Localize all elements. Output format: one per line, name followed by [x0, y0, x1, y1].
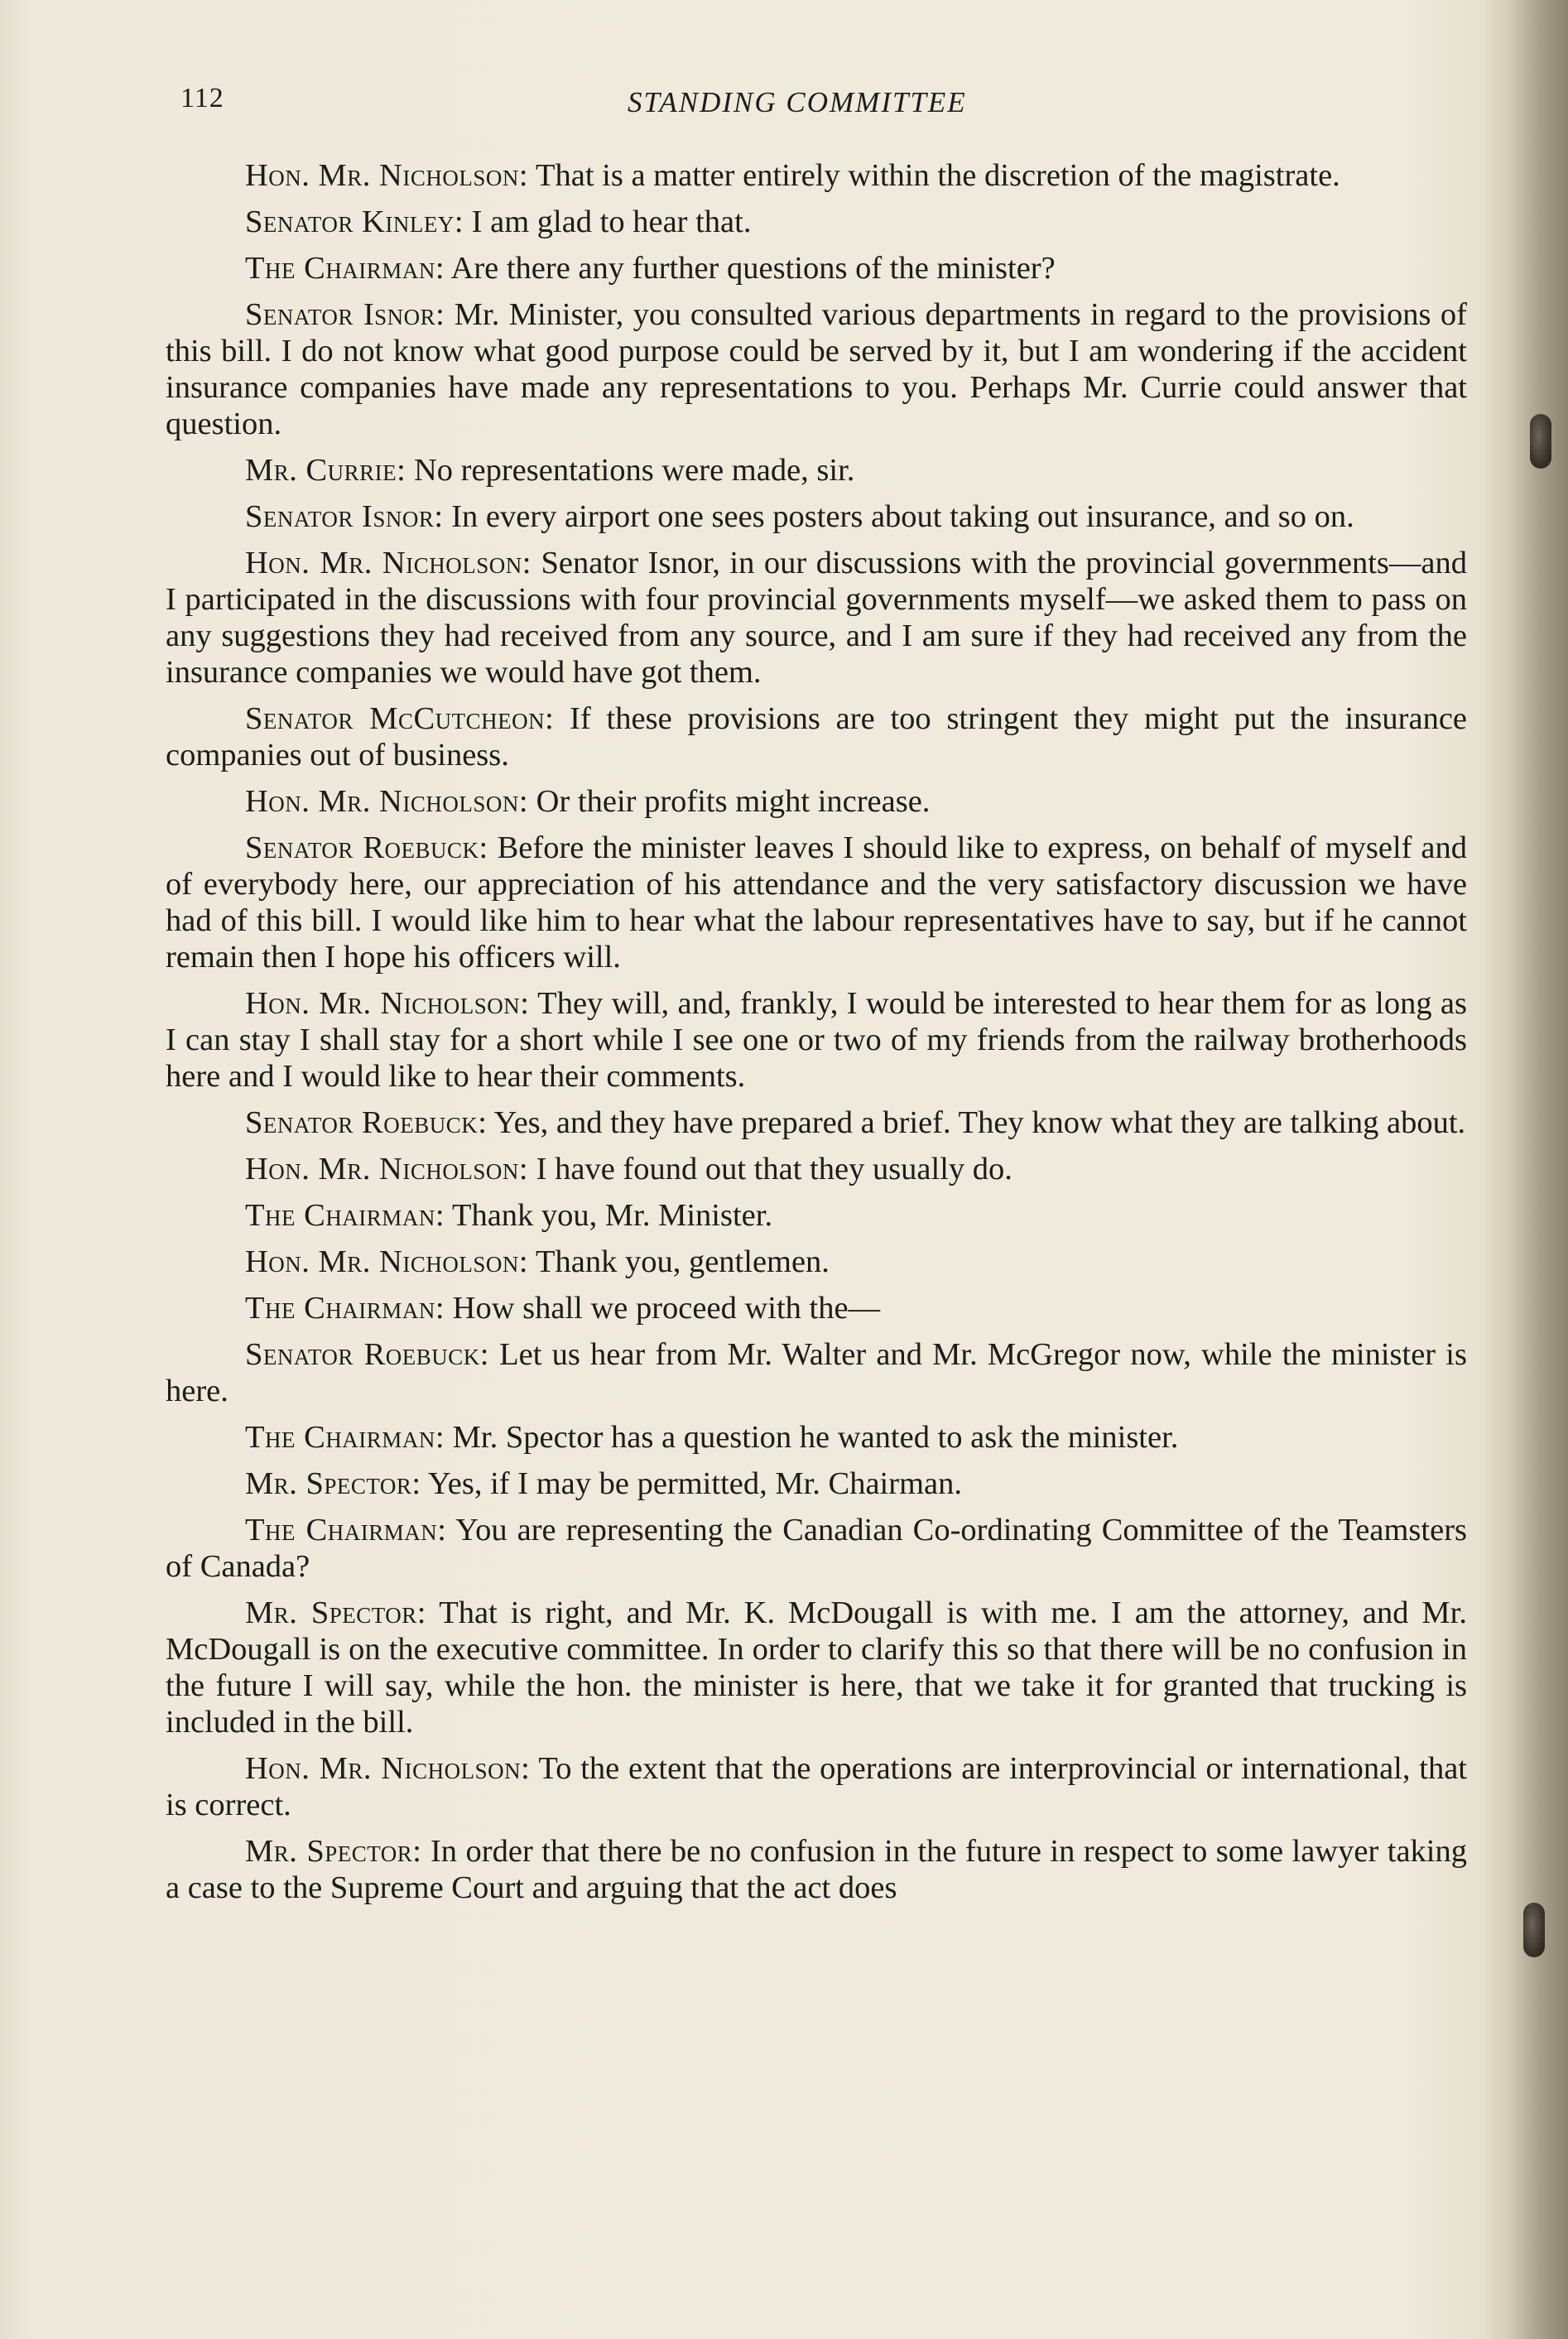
speech-text: Yes, and they have prepared a brief. They know what they are talking about. — [487, 1105, 1466, 1140]
speech-text: You are representing the Canadian Co-ordinating Committee of the Teamsters of Canada? — [166, 1513, 1467, 1584]
speaker-name: Senator Isnor: — [245, 499, 444, 534]
speaker-name: Senator Roebuck: — [245, 1105, 488, 1140]
speech-text: That is right, and Mr. K. McDougall is with me. I am the attorney, and Mr. McDougall is on the executive committee. In order to clarify this so that there will be no confusion in the future I will say, while the hon. the minister is here, that we take it for granted that trucking is included in the bill. — [166, 1595, 1467, 1740]
speaker-name: Hon. Mr. Nicholson: — [245, 1751, 531, 1786]
speech-text: Are there any further questions of the minister? — [445, 251, 1056, 286]
transcript-paragraph — [166, 296, 1467, 442]
speaker-name: The Chairman: — [245, 1420, 445, 1455]
speech-text: If these provisions are too stringent they might put the insurance companies out of business. — [166, 701, 1467, 772]
speaker-name: Senator Isnor: — [245, 297, 445, 332]
transcript-paragraph — [166, 985, 1467, 1095]
transcript-paragraph — [166, 1151, 1467, 1187]
speech-text: Thank you, gentlemen. — [528, 1244, 830, 1279]
transcript-paragraph — [166, 204, 1467, 240]
speech-text: I have found out that they usually do. — [528, 1152, 1012, 1186]
speaker-name: Hon. Mr. Nicholson: — [245, 1152, 529, 1186]
speech-text: No representations were made, sir. — [406, 453, 855, 488]
transcript-paragraph — [166, 250, 1467, 286]
transcript-paragraph — [166, 830, 1467, 975]
transcript-paragraph — [166, 1833, 1467, 1906]
transcript-paragraph — [166, 1197, 1467, 1234]
speech-text: Thank you, Mr. Minister. — [445, 1198, 773, 1233]
speaker-name: The Chairman: — [245, 1291, 445, 1326]
speech-text: To the extent that the operations are interprovincial or international, that is correct. — [166, 1751, 1467, 1822]
transcript-paragraph — [166, 1512, 1467, 1585]
transcript-body — [166, 157, 1467, 1916]
transcript-paragraph — [166, 1750, 1467, 1823]
speaker-name: Hon. Mr. Nicholson: — [245, 1244, 529, 1279]
speech-text: Mr. Spector has a question he wanted to ask the minister. — [445, 1420, 1179, 1455]
binder-clip-icon — [1530, 414, 1551, 469]
transcript-paragraph — [166, 1419, 1467, 1456]
speaker-name: Mr. Spector: — [245, 1834, 422, 1869]
speaker-name: Mr. Spector: — [245, 1466, 421, 1501]
speech-text: Senator Isnor, in our discussions with the provincial governments—and I participated in the discussions with four provincial governments myself—we asked them to pass on any suggestions they had received from any source, and I am sure if they had received any from the insurance companies we would have got them. — [166, 546, 1467, 690]
page-number: 112 — [180, 83, 224, 113]
speech-text: Yes, if I may be permitted, Mr. Chairman. — [421, 1466, 962, 1501]
speaker-name: The Chairman: — [245, 1513, 447, 1547]
speaker-name: Hon. Mr. Nicholson: — [245, 546, 531, 580]
speaker-name: Senator Roebuck: — [245, 830, 488, 865]
transcript-paragraph — [166, 498, 1467, 535]
transcript-paragraph — [166, 452, 1467, 488]
speaker-name: Hon. Mr. Nicholson: — [245, 986, 530, 1021]
speech-text: That is a matter entirely within the discretion of the magistrate. — [528, 158, 1340, 193]
speech-text: Mr. Minister, you consulted various departments in regard to the provisions of this bill. I do not know what good purpose could be served by it, but I am wondering if the accident insurance companies have made any representations to you. Perhaps Mr. Currie could answer that question. — [166, 297, 1467, 441]
speaker-name: Senator McCutcheon: — [245, 701, 555, 736]
speech-text: I am glad to hear that. — [464, 205, 752, 239]
speech-text: Let us hear from Mr. Walter and Mr. McGregor now, while the minister is here. — [166, 1337, 1467, 1408]
transcript-paragraph — [166, 1244, 1467, 1280]
transcript-paragraph — [166, 157, 1467, 194]
transcript-paragraph — [166, 1290, 1467, 1326]
transcript-paragraph — [166, 1595, 1467, 1740]
binding-shadow — [1510, 0, 1568, 2339]
running-head: STANDING COMMITTEE — [628, 86, 967, 118]
speech-text: In every airport one sees posters about taking out insurance, and so on. — [443, 499, 1354, 534]
transcript-paragraph — [166, 700, 1467, 773]
speech-text: In order that there be no confusion in the future in respect to some lawyer taking a case to the Supreme Court and arguing that the act does — [166, 1834, 1467, 1905]
binder-clip-icon — [1523, 1903, 1545, 1957]
transcript-paragraph — [166, 1336, 1467, 1409]
speaker-name: Senator Roebuck: — [245, 1337, 489, 1372]
speech-text: How shall we proceed with the— — [445, 1291, 881, 1326]
page-header — [180, 83, 1472, 124]
transcript-paragraph — [166, 1105, 1467, 1141]
speaker-name: Hon. Mr. Nicholson: — [245, 784, 529, 819]
speaker-name: Mr. Currie: — [245, 453, 406, 488]
transcript-paragraph — [166, 783, 1467, 820]
speaker-name: Hon. Mr. Nicholson: — [245, 158, 529, 193]
speech-text: Or their profits might increase. — [528, 784, 931, 819]
speech-text: Before the minister leaves I should like to express, on behalf of myself and of everybody here, our appreciation of his attendance and the very satisfactory discussion we have had of this bill. I would like him to hear what the labour representatives have to say, but if he cannot remain then I hope his officers will. — [166, 830, 1467, 975]
speech-text: They will, and, frankly, I would be interested to hear them for as long as I can stay I shall stay for a short while I see one or two of my friends from the railway brotherhoods here and I would like to hear their comments. — [166, 986, 1468, 1094]
transcript-paragraph — [166, 1465, 1467, 1502]
speaker-name: The Chairman: — [245, 251, 445, 286]
speaker-name: Mr. Spector: — [245, 1595, 426, 1630]
speaker-name: The Chairman: — [245, 1198, 445, 1233]
speaker-name: Senator Kinley: — [245, 205, 464, 239]
transcript-paragraph — [166, 545, 1467, 691]
